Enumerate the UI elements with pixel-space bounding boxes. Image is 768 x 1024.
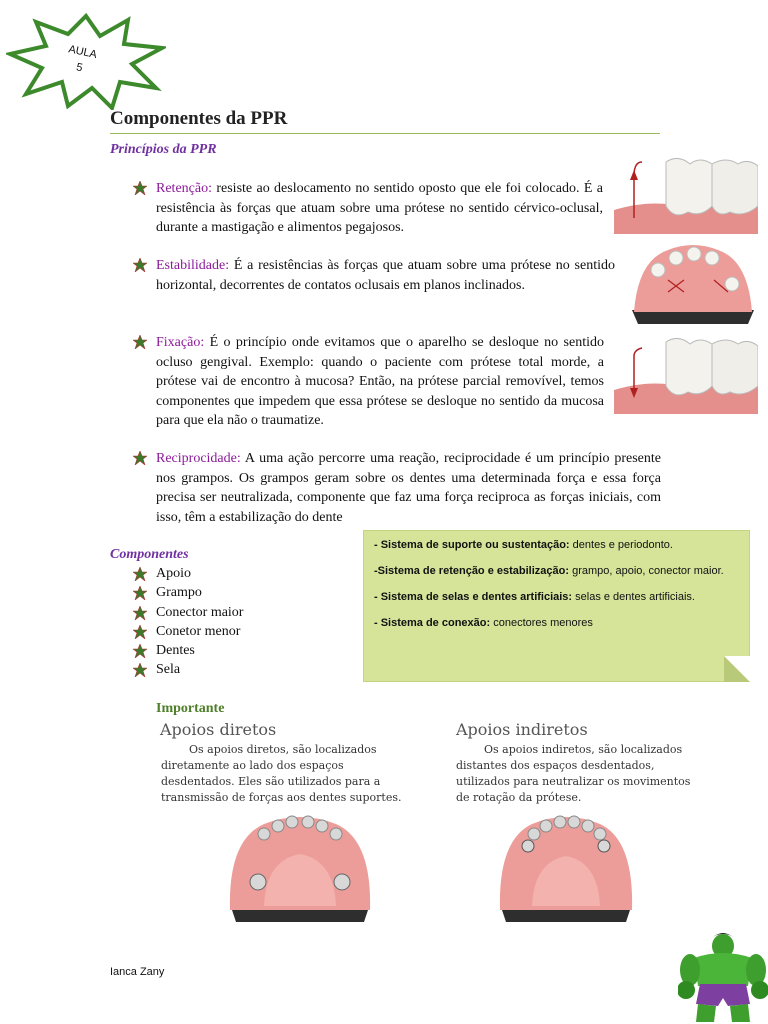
badge-line2: 5	[75, 61, 84, 75]
bullet-icon	[133, 335, 147, 349]
note-value: conectores menores	[490, 617, 593, 629]
principle-term: Estabilidade:	[156, 258, 230, 273]
author-name: Ianca Zany	[110, 966, 165, 978]
list-item	[133, 660, 243, 679]
stability-prosthesis-illustration	[628, 240, 758, 326]
componente-label: Grampo	[156, 585, 202, 601]
apoios-diretos-text: Os apoios diretos, são localizados diretamente ao lado dos espaços desdentados. Eles são utilizados para a transmissão de forças aos dentes suportes.	[161, 743, 402, 804]
componentes-list	[133, 564, 243, 680]
list-item	[133, 622, 243, 641]
note-value: grampo, apoio, conector maior.	[569, 565, 724, 577]
principle-estabilidade	[133, 256, 615, 295]
note-item	[374, 563, 739, 579]
componente-label: Apoio	[156, 566, 191, 581]
componente-label: Conetor menor	[156, 623, 241, 639]
principle-text: resiste ao deslocamento no sentido oposto que ele foi colocado. É a resistência às forças que atuam sobre uma prótese no sentido cérvico-oclusal, durante a mastigação e alimentos pegajosos.	[156, 181, 603, 235]
apoios-indiretos-title: Apoios indiretos	[456, 720, 588, 739]
componentes-heading: Componentes	[110, 547, 189, 562]
systems-sticky-note	[363, 530, 750, 682]
note-label: - Sistema de suporte ou sustentação:	[374, 539, 570, 551]
principle-fixacao	[133, 333, 604, 431]
principle-text: É a resistências às forças que atuam sobre uma prótese no sentido horizontal, decorrentes de contatos oclusais em planos inclinados.	[156, 258, 615, 293]
bullet-icon	[133, 586, 147, 600]
indirect-rest-arch-illustration	[496, 810, 636, 924]
note-label: - Sistema de conexão:	[374, 617, 491, 629]
important-heading: Importante	[156, 701, 225, 716]
list-item	[133, 564, 243, 583]
bullet-icon	[133, 451, 147, 465]
title-rule	[110, 133, 660, 134]
fixation-teeth-illustration	[614, 334, 758, 414]
principle-term: Reciprocidade:	[156, 451, 241, 466]
componente-label: Sela	[156, 662, 181, 678]
bullet-icon	[133, 258, 147, 272]
principios-heading: Princípios da PPR	[110, 142, 217, 157]
note-value: selas e dentes artificiais.	[572, 591, 695, 603]
note-item	[374, 589, 739, 605]
componente-label: Conector maior	[156, 604, 244, 620]
principle-text: A uma ação percorre uma reação, reciprocidade é um princípio presente nos grampos. Os grampos geram sobre os dentes uma determinada força e essa força precisa ser neutralizada, componente que faz uma força reciproca as forças iniciais, com isso, têm a estabilização do dente	[156, 451, 661, 525]
list-item	[133, 641, 243, 660]
bullet-icon	[133, 606, 147, 620]
componente-label: Dentes	[156, 643, 195, 659]
list-item	[133, 603, 243, 622]
direct-rest-arch-illustration	[224, 810, 376, 924]
principle-reciprocidade	[133, 449, 661, 527]
bullet-icon	[133, 644, 147, 658]
bullet-icon	[133, 181, 147, 195]
page-title: Componentes da PPR	[110, 108, 288, 129]
bullet-icon	[133, 663, 147, 677]
list-item	[133, 583, 243, 602]
note-item	[374, 615, 739, 631]
apoios-indiretos-text: Os apoios indiretos, são localizados distantes dos espaços desdentados, utilizados para neutralizar os movimentos de rotação da prótese.	[456, 743, 691, 804]
note-item	[374, 537, 739, 553]
bullet-icon	[133, 567, 147, 581]
note-value: dentes e periodonto.	[569, 539, 673, 551]
principle-retencao	[133, 179, 603, 238]
note-label: -Sistema de retenção e estabilização:	[374, 565, 570, 577]
badge-line1: AULA	[67, 43, 98, 62]
apoios-diretos-title: Apoios diretos	[160, 720, 277, 739]
hulk-mascot-icon	[678, 928, 768, 1024]
principle-term: Fixação:	[156, 335, 205, 350]
principle-text: É o princípio onde evitamos que o aparelho se desloque no sentido ocluso gengival. Exemplo: quando o paciente com prótese total morde, a prótese vai de encontro à mucosa? Então, na prótese parcial removível, temos componentes que impedem que essa prótese se desloque no sentido da mucosa para que ela não o traumatize.	[156, 335, 604, 428]
note-fold	[724, 656, 750, 682]
bullet-icon	[133, 625, 147, 639]
principle-term: Retenção:	[156, 181, 212, 196]
note-label: - Sistema de selas e dentes artificiais:	[374, 591, 573, 603]
retention-teeth-illustration	[614, 154, 758, 234]
